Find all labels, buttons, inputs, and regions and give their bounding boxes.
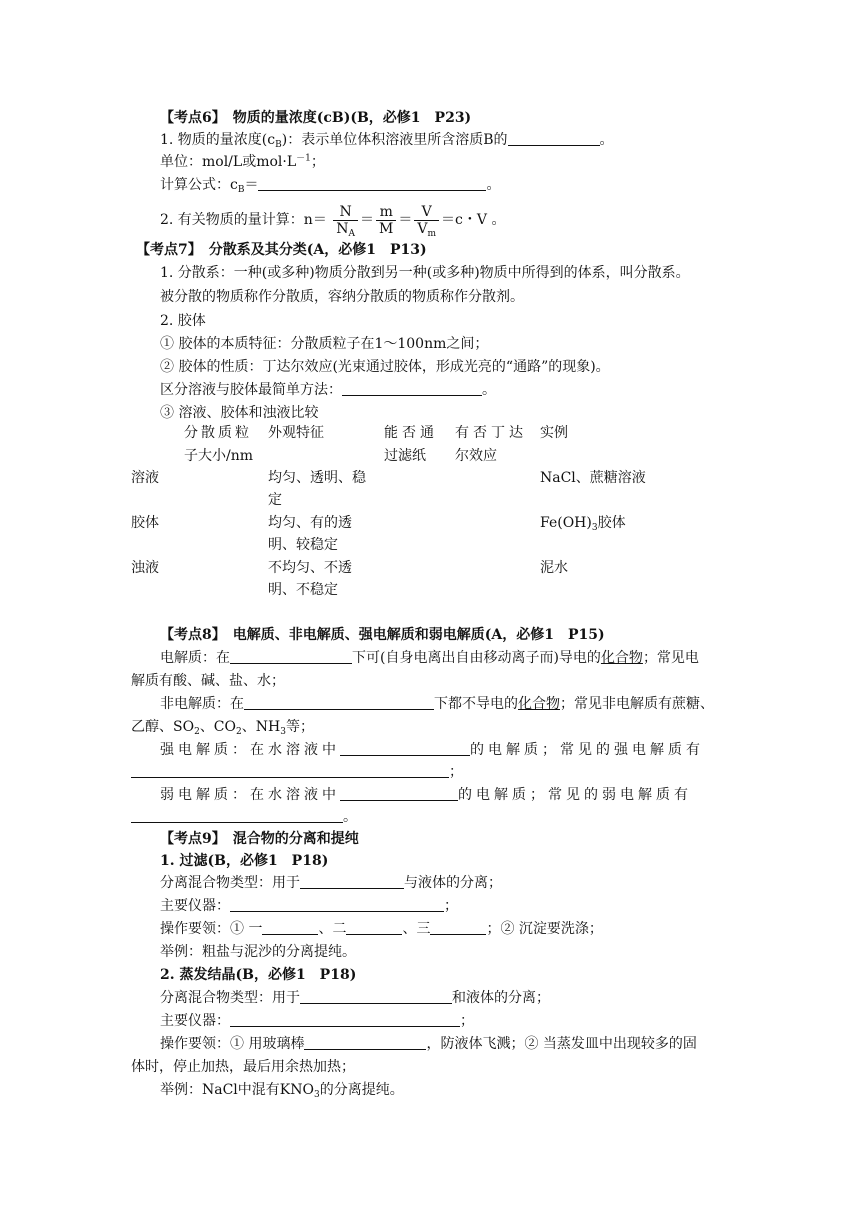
- fraction-n-over-na: $\frac{N}{N_A}$: [333, 204, 358, 237]
- k8-weak-2: 。: [131, 807, 357, 827]
- k7-item-2: ② 胶体的性质：丁达尔效应(光束通过胶体，形成光亮的“通路”的现象)。: [160, 359, 610, 375]
- table-cell: 明、较稳定: [268, 537, 338, 553]
- k9-evap-apparatus: 主要仪器： ；: [160, 1013, 474, 1029]
- blank: [340, 741, 470, 756]
- table-header: 分散质粒: [184, 425, 252, 441]
- table-row-name: 胶体: [131, 515, 159, 531]
- blank: [340, 786, 458, 801]
- blank: [230, 649, 352, 664]
- table-header: 尔效应: [455, 448, 497, 464]
- table-header: 有否丁达: [455, 425, 527, 441]
- table-row-name: 浊液: [131, 560, 159, 576]
- table-header: 实例: [540, 425, 568, 441]
- k7-item-3: ③ 溶液、胶体和浊液比较: [160, 405, 319, 421]
- k6-line-1: 1. 物质的量浓度$(c_B)$：表示单位体积溶液里所含溶质B的 。: [160, 132, 614, 150]
- table-cell: 不均匀、不透: [268, 560, 352, 576]
- k8-weak: 弱电解质：在水溶液中 的电解质；常见的弱电解质有: [160, 787, 692, 803]
- k8-strong-2: ；: [131, 762, 463, 782]
- k7-item-1: ① 胶体的本质特征：分散质粒子在1～100nm之间；: [160, 336, 489, 352]
- k7-line-1b: 被分散的物质称作分散质，容纳分散质的物质称作分散剂。: [160, 289, 524, 305]
- k9-filter-example: 举例：粗盐与泥沙的分离提纯。: [160, 944, 356, 960]
- table-cell: 均匀、有的透: [268, 515, 352, 531]
- blank: [244, 695, 434, 710]
- table-cell: NaCl、蔗糖溶液: [540, 470, 646, 486]
- k8-nonelectrolyte: 非电解质：在 下都不导电的化合物；常见非电解质有蔗糖、: [160, 696, 714, 712]
- blank: [262, 920, 318, 935]
- fraction-m-over-m: $\frac{m}{M}$: [376, 204, 396, 237]
- blank: [300, 874, 404, 889]
- table-header: 能否通: [384, 425, 438, 441]
- k7-line-1: 1. 分散系：一种(或多种)物质分散到另一种(或多种)物质中所得到的体系，叫分散系。: [160, 265, 690, 281]
- k7-distinguish: 区分溶液与胶体最简单方法： 。: [160, 382, 496, 398]
- k9-evap-type: 分离混合物类型：用于 和液体的分离；: [160, 990, 550, 1006]
- blank: [430, 920, 486, 935]
- k8-electrolyte-2: 解质有酸、碱、盐、水；: [131, 673, 285, 689]
- fraction-v-over-vm: $\frac{V}{V_m}$: [414, 204, 439, 237]
- blank: [346, 920, 402, 935]
- k9-evap-steps-2: 体时，停止加热，最后用余热加热；: [131, 1059, 355, 1075]
- blank: [342, 381, 482, 396]
- k9-filter-type: 分离混合物类型：用于 与液体的分离；: [160, 875, 502, 891]
- table-header: 过滤纸: [384, 448, 426, 464]
- k6-line-2: 2. 有关物质的量计算：n＝ $\frac{N}{N_A}$ ＝ $\frac{m}{M}$ ＝ $\frac{V}{V_m}$ ＝c・V 。: [160, 203, 506, 239]
- table-cell: 泥水: [540, 560, 568, 576]
- k9-filter-apparatus: 主要仪器： ；: [160, 898, 458, 914]
- k8-strong: 强电解质：在水溶液中 的电解质；常见的强电解质有: [160, 742, 704, 758]
- table-cell: 定: [268, 492, 282, 508]
- section-6-title: 【考点6】 物质的量浓度(cB)(B，必修1 P23): [160, 110, 472, 126]
- k6-unit: 单位：mol/L或$mol\cdot L^{-1}$；: [160, 153, 325, 170]
- table-header: 子大小/nm: [184, 448, 254, 464]
- k8-electrolyte: 电解质：在 下可(自身电离出自由移动离子而)导电的化合物；常见电: [160, 650, 699, 666]
- table-cell: 均匀、透明、稳: [268, 470, 366, 486]
- blank: [258, 176, 486, 191]
- k7-line-2: 2. 胶体: [160, 313, 206, 329]
- table-header: 外观特征: [268, 425, 324, 441]
- section-9-title: 【考点9】 混合物的分离和提纯: [160, 831, 359, 847]
- k8-nonelectrolyte-2: 乙醇、$SO_2$、$CO_2$、$NH_3$等；: [131, 719, 314, 737]
- k6-formula: 计算公式：$c_B=$ 。: [160, 177, 501, 195]
- section-7-title: 【考点7】 分散系及其分类(A，必修1 P13): [136, 242, 427, 258]
- blank: [508, 131, 600, 146]
- k9-evap-example: 举例：NaCl中混有$KNO_3$的分离提纯。: [160, 1082, 404, 1100]
- table-row-name: 溶液: [131, 470, 159, 486]
- blank: [230, 1012, 460, 1027]
- k9-evap-steps: 操作要领：① 用玻璃棒 ，防液体飞溅；② 当蒸发皿中出现较多的固: [160, 1036, 697, 1052]
- section-8-title: 【考点8】 电解质、非电解质、强电解质和弱电解质(A，必修1 P15): [160, 627, 605, 643]
- k9-filter-title: 1. 过滤(B，必修1 P18): [160, 853, 329, 869]
- k9-filter-steps: 操作要领：① 一 、二 、三 ；② 沉淀要洗涤；: [160, 921, 603, 937]
- table-cell: $Fe(OH)_3$胶体: [540, 515, 626, 533]
- blank: [304, 1035, 426, 1050]
- blank: [230, 897, 444, 912]
- k9-evap-title: 2. 蒸发结晶(B，必修1 P18): [160, 967, 357, 983]
- table-cell: 明、不稳定: [268, 582, 338, 598]
- blank: [131, 808, 343, 823]
- blank: [131, 763, 449, 778]
- blank: [300, 989, 452, 1004]
